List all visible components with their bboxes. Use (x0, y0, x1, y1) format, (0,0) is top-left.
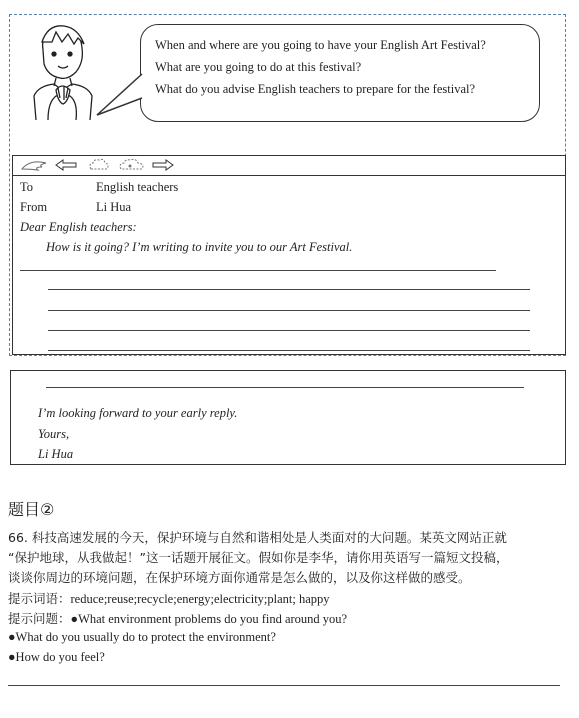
signature: Li Hua (38, 447, 74, 461)
forward-arrow-icon (152, 159, 174, 171)
speech-bubble-tail (95, 70, 145, 120)
writing-line (48, 310, 530, 311)
task-heading: 题目② (8, 500, 55, 519)
hint-questions (8, 609, 347, 627)
from-label: From (20, 200, 48, 214)
writing-line (20, 270, 496, 271)
hint-question-3: ●How do you feel? (8, 650, 105, 664)
hint-words-list: reduce;reuse;recycle;energy;electricity;plant; happy (70, 592, 330, 606)
hint-words (8, 589, 330, 607)
salutation: Dear English teachers: (20, 220, 137, 234)
closing-line: I’m looking forward to your early reply. (38, 406, 238, 420)
writing-line (48, 289, 530, 290)
to-label: To (20, 180, 34, 194)
writing-line (48, 330, 530, 331)
back-arrow-icon (55, 159, 77, 171)
wing-icon (20, 159, 48, 173)
flower-cloud-icon (118, 158, 146, 172)
bubble-question-3: What do you advise English teachers to prepare for the festival? (155, 82, 476, 96)
task-line-3: 谈谈你周边的环境问题，在保护环境方面你通常是怎么做的，以及你这样做的感受。 (8, 570, 471, 585)
answer-line (8, 685, 560, 686)
signoff: Yours, (38, 427, 70, 441)
task-line-2: “保护地球，从我做起！”这一话题开展征文。假如你是李华，请你用英语写一篇短文投稿， (8, 550, 509, 565)
to-value: English teachers (96, 180, 179, 194)
task-line-1: 66. 科技高速发展的今天，保护环境与自然和谐相处是人类面对的大问题。某英文网站正就 (8, 530, 507, 545)
writing-line (46, 387, 524, 388)
hint-question-1: ●What environment problems do you find around you? (70, 612, 348, 626)
opening-line: How is it going? I’m writing to invite you to our Art Festival. (46, 240, 353, 254)
hint-words-label: 提示词语： (8, 591, 71, 606)
bubble-question-2: What are you going to do at this festival? (155, 60, 362, 74)
hint-questions-label: 提示问题： (8, 611, 71, 626)
writing-line (48, 350, 530, 351)
toolbar-divider (12, 175, 566, 176)
hint-question-2: ●What do you usually do to protect the environment? (8, 630, 276, 644)
cloud-icon (88, 158, 110, 172)
bubble-question-1: When and where are you going to have your English Art Festival? (155, 38, 486, 52)
from-value: Li Hua (96, 200, 132, 214)
